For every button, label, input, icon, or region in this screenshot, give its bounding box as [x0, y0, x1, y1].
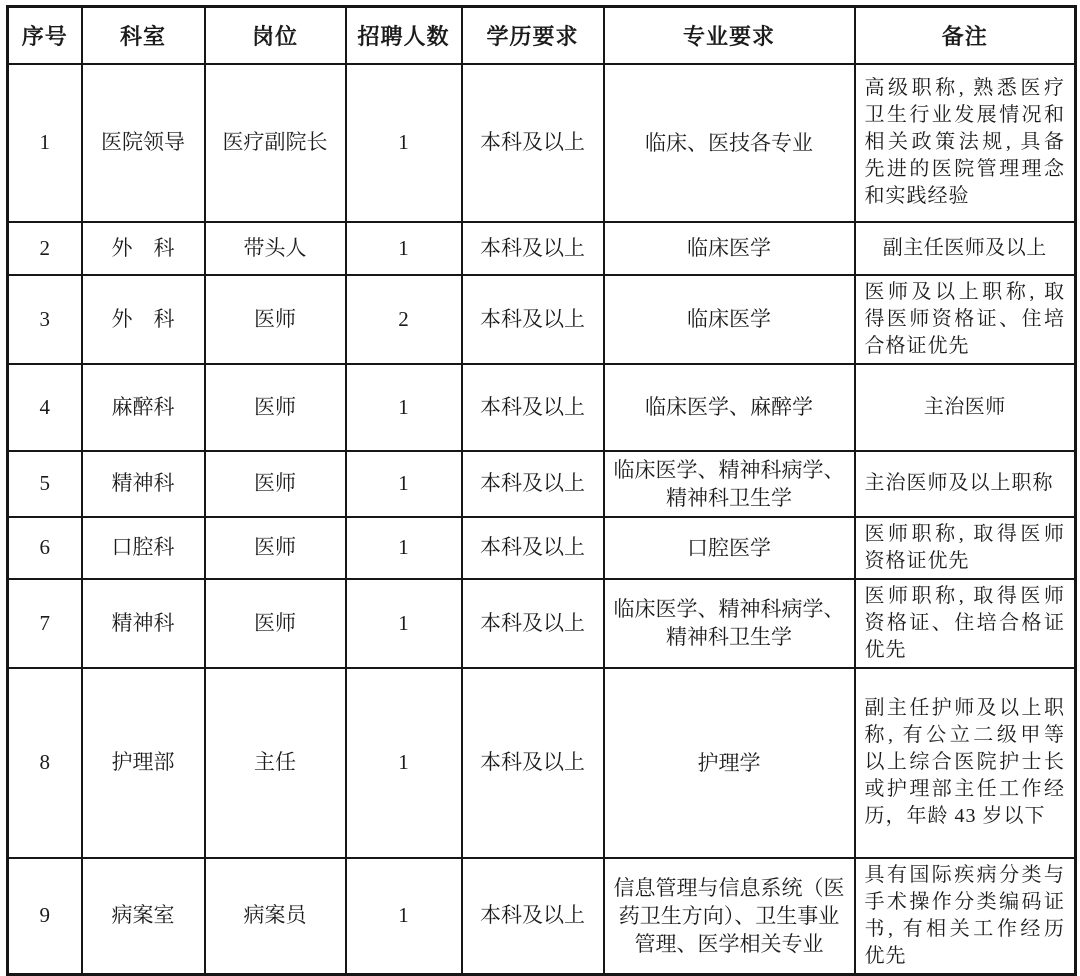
cell-remarks: 医师职称, 取得医师资格证优先	[855, 517, 1076, 579]
cell-department: 护理部	[82, 668, 205, 858]
cell-position: 医师	[205, 275, 346, 364]
cell-index: 6	[8, 517, 82, 579]
cell-major: 临床医学、精神科病学、精神科卫生学	[604, 451, 855, 517]
table-body	[8, 64, 1076, 975]
column-header-remarks: 备注	[855, 7, 1076, 64]
cell-education: 本科及以上	[462, 64, 604, 222]
cell-department: 外 科	[82, 222, 205, 275]
cell-count: 1	[346, 668, 462, 858]
cell-position: 带头人	[205, 222, 346, 275]
cell-remarks: 主治医师	[855, 364, 1076, 451]
cell-remarks: 副主任护师及以上职称, 有公立二级甲等以上综合医院护士长或护理部主任工作经历，年龄 43 岁以下	[855, 668, 1076, 858]
cell-major: 口腔医学	[604, 517, 855, 579]
cell-remarks: 医师职称, 取得医师资格证、住培合格证优先	[855, 579, 1076, 668]
table-row	[8, 222, 1076, 275]
cell-position: 病案员	[205, 858, 346, 975]
cell-education: 本科及以上	[462, 579, 604, 668]
cell-major: 护理学	[604, 668, 855, 858]
cell-position: 医师	[205, 517, 346, 579]
cell-education: 本科及以上	[462, 668, 604, 858]
cell-index: 4	[8, 364, 82, 451]
table-row	[8, 517, 1076, 579]
cell-index: 5	[8, 451, 82, 517]
table-row	[8, 858, 1076, 975]
cell-department: 病案室	[82, 858, 205, 975]
cell-index: 1	[8, 64, 82, 222]
column-header-position: 岗位	[205, 7, 346, 64]
table-row	[8, 451, 1076, 517]
table-row	[8, 668, 1076, 858]
cell-count: 1	[346, 222, 462, 275]
cell-education: 本科及以上	[462, 451, 604, 517]
cell-remarks: 副主任医师及以上	[855, 222, 1076, 275]
table-row	[8, 64, 1076, 222]
cell-index: 2	[8, 222, 82, 275]
table-row	[8, 579, 1076, 668]
cell-position: 医师	[205, 579, 346, 668]
cell-department: 精神科	[82, 451, 205, 517]
cell-index: 3	[8, 275, 82, 364]
cell-count: 2	[346, 275, 462, 364]
cell-position: 医疗副院长	[205, 64, 346, 222]
cell-education: 本科及以上	[462, 364, 604, 451]
table-row	[8, 364, 1076, 451]
cell-major: 临床、医技各专业	[604, 64, 855, 222]
cell-department: 麻醉科	[82, 364, 205, 451]
cell-major: 临床医学	[604, 275, 855, 364]
cell-remarks: 高级职称, 熟悉医疗卫生行业发展情况和相关政策法规, 具备先进的医院管理理念和实践经验	[855, 64, 1076, 222]
cell-count: 1	[346, 579, 462, 668]
cell-remarks: 医师及以上职称, 取得医师资格证、住培合格证优先	[855, 275, 1076, 364]
cell-index: 8	[8, 668, 82, 858]
cell-major: 临床医学、精神科病学、精神科卫生学	[604, 579, 855, 668]
column-header-department: 科室	[82, 7, 205, 64]
cell-education: 本科及以上	[462, 517, 604, 579]
table-row	[8, 275, 1076, 364]
cell-department: 外 科	[82, 275, 205, 364]
cell-position: 主任	[205, 668, 346, 858]
header-row	[8, 7, 1076, 64]
cell-department: 医院领导	[82, 64, 205, 222]
cell-department: 口腔科	[82, 517, 205, 579]
column-header-index: 序号	[8, 7, 82, 64]
cell-department: 精神科	[82, 579, 205, 668]
column-header-count: 招聘人数	[346, 7, 462, 64]
cell-education: 本科及以上	[462, 222, 604, 275]
cell-remarks: 具有国际疾病分类与手术操作分类编码证书, 有相关工作经历优先	[855, 858, 1076, 975]
cell-count: 1	[346, 364, 462, 451]
cell-major: 临床医学	[604, 222, 855, 275]
cell-index: 7	[8, 579, 82, 668]
cell-index: 9	[8, 858, 82, 975]
cell-count: 1	[346, 517, 462, 579]
column-header-major: 专业要求	[604, 7, 855, 64]
column-header-education: 学历要求	[462, 7, 604, 64]
cell-position: 医师	[205, 451, 346, 517]
cell-position: 医师	[205, 364, 346, 451]
cell-count: 1	[346, 858, 462, 975]
cell-remarks: 主治医师及以上职称	[855, 451, 1076, 517]
recruitment-table	[6, 5, 1077, 976]
cell-count: 1	[346, 64, 462, 222]
cell-major: 临床医学、麻醉学	[604, 364, 855, 451]
cell-major: 信息管理与信息系统（医药卫生方向）、卫生事业管理、医学相关专业	[604, 858, 855, 975]
cell-education: 本科及以上	[462, 275, 604, 364]
cell-count: 1	[346, 451, 462, 517]
cell-education: 本科及以上	[462, 858, 604, 975]
